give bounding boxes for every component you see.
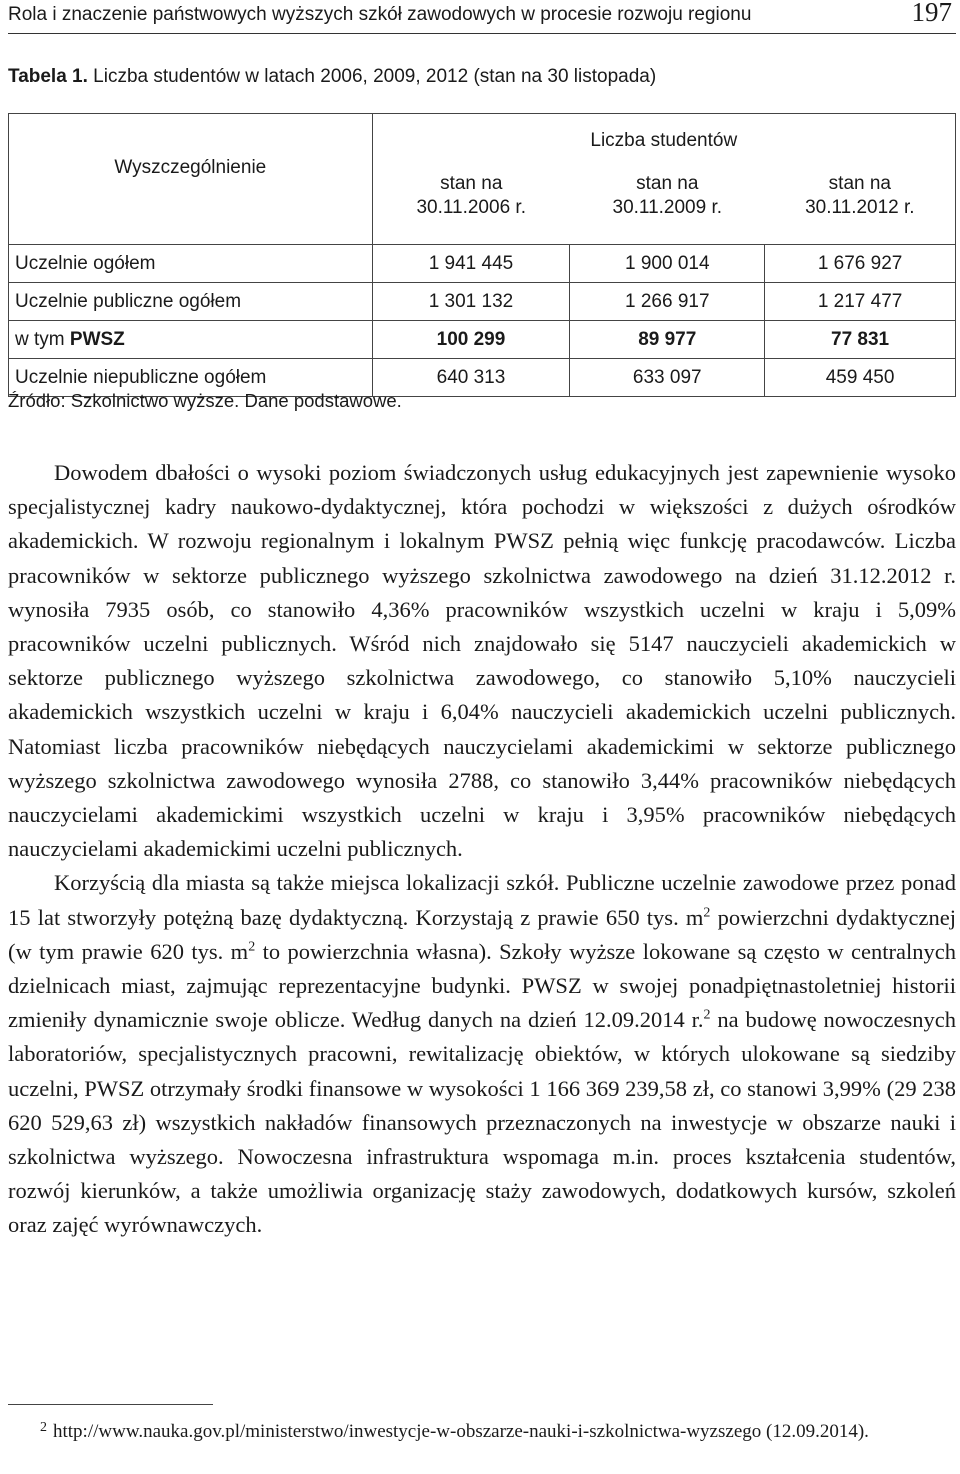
cell-2009: 1 900 014 — [570, 245, 765, 283]
subheader-2006 — [372, 162, 570, 245]
cell-2009: 1 266 917 — [570, 283, 765, 321]
cell-2012: 1 217 477 — [765, 283, 956, 321]
table-caption-label: Tabela 1. — [8, 66, 88, 87]
cell-2006: 640 313 — [372, 359, 570, 397]
row-label-prefix: w tym — [15, 328, 70, 350]
subheader-line2: 30.11.2009 r. — [612, 197, 723, 218]
page-number: 197 — [911, 0, 952, 27]
footnote-rule — [8, 1404, 213, 1405]
body-text — [8, 456, 956, 1243]
superscript: 2 — [248, 939, 256, 955]
row-label: Uczelnie ogółem — [9, 245, 373, 283]
column-group-header — [372, 114, 955, 163]
table-caption — [8, 66, 656, 88]
running-title: Rola i znaczenie państwowych wyższych szkół zawodowych w procesie rozwoju regionu — [8, 4, 752, 25]
cell-2012: 77 831 — [765, 321, 956, 359]
subheader-2012 — [765, 162, 956, 245]
running-header — [8, 0, 956, 34]
subheader-line1: stan na — [636, 173, 699, 194]
table-caption-text: Liczba studentów w latach 2006, 2009, 2012 (stan na 30 listopada) — [87, 66, 657, 87]
subheader-line1: stan na — [828, 173, 891, 194]
cell-2012: 459 450 — [765, 359, 956, 397]
cell-2006: 100 299 — [372, 321, 570, 359]
row-label: Uczelnie publiczne ogółem — [9, 283, 373, 321]
footnote-text: http://www.nauka.gov.pl/ministerstwo/inwestycje-w-obszarze-nauki-i-szkolnictwa-wyzszego (12.09.2014). — [53, 1421, 869, 1442]
footnote — [8, 1418, 956, 1447]
row-label: Uczelnie niepubliczne ogółem — [9, 359, 373, 397]
table-row — [9, 321, 956, 359]
paragraph-part: Korzyścią dla miasta są także miejsca lokalizacji szkół. Publiczne uczelnie zawodowe przez ponad 15 lat stworzyły potężną bazę dydaktyczną. Korzystają z prawie 650 tys. m — [8, 870, 956, 930]
table-header-row — [9, 114, 956, 163]
paragraph-part: na budowę nowoczesnych laboratoriów, specjalistycznych pracowni, rewitalizację obiektów, w których ulokowane są siedziby uczelni, PWSZ otrzymały środki finansowe w wysokości 1 166 369 239,58 zł, co stanowi 3,99% (29 238 620 529,63 zł) wszystkich nakładów finansowych przeznaczonych na inwestycje w obszarze nauki i szkolnictwa wyższego. Nowoczesna infrastruktura wspomaga m.in. proces kształcenia studentów, rozwój kierunków, a także umożliwia organizację staży zawodowych, dodatkowych kursów, szkoleń oraz zajęć wyrównawczych. — [8, 1007, 956, 1238]
paragraph: Dowodem dbałości o wysoki poziom świadczonych usług edukacyjnych jest zapewnienie wysoko specjalistycznej kadry naukowo-dydaktycznej, która pochodzi w większości z dużych ośrodków akademickich. W rozwoju regionalnym i lokalnym PWSZ pełnią więc funkcję pracodawców. Liczba pracowników w sektorze publicznego wyższego szkolnictwa zawodowego na dzień 31.12.2012 r. wynosiła 7935 osób, co stanowiło 4,36% pracowników wszystkich uczelni w kraju i 5,09% pracowników uczelni publicznych. Wśród nich znajdowało się 5147 nauczycieli akademickich w sektorze publicznego wyższego szkolnictwa zawodowego, co stanowiło 5,10% nauczycieli akademickich wszystkich uczelni w kraju i 6,04% nauczycieli akademickich uczelni publicznych. Natomiast liczba pracowników niebędących nauczycielami akademickimi w sektorze publicznego wyższego szkolnictwa zawodowego wynosiła 2788, co stanowiło 3,44% pracowników niebędących nauczycielami akademickimi wszystkich uczelni w kraju i 3,95% pracowników niebędących nauczycielami akademickimi uczelni publicznych. — [8, 460, 956, 862]
footnote-number: 2 — [40, 1420, 47, 1435]
subheader-2009 — [570, 162, 765, 245]
paragraph-part: powierzchni dydaktycznej (w tym prawie 620 tys. m — [8, 904, 957, 964]
subheader-line2: 30.11.2012 r. — [805, 197, 915, 218]
cell-2006: 1 301 132 — [372, 283, 570, 321]
paragraph-part: to powierzchnia własna). Szkoły wyższe lokowane są często w centralnych dzielnicach miast, zajmując reprezentacyjne budynki. PWSZ w swojej ponadpiętnastoletniej historii zmieniły dynamicznie swoje oblicze. Według danych na dzień 12.09.2014 r. — [8, 938, 956, 1033]
subheader-line2: 30.11.2006 r. — [416, 197, 526, 218]
superscript: 2 — [703, 905, 711, 921]
row-header-label: Wyszczególnienie — [114, 157, 267, 178]
students-table — [8, 113, 956, 397]
row-header-cell — [9, 114, 373, 245]
footnote-ref: 2 — [703, 1007, 711, 1023]
paragraph — [8, 866, 956, 1242]
cell-2012: 1 676 927 — [765, 245, 956, 283]
cell-2009: 633 097 — [570, 359, 765, 397]
column-group-label: Liczba studentów — [590, 129, 738, 151]
subheader-line1: stan na — [440, 173, 503, 194]
row-label-bold: PWSZ — [69, 328, 125, 350]
table-row — [9, 245, 956, 283]
cell-2009: 89 977 — [570, 321, 765, 359]
table-row — [9, 283, 956, 321]
table-source: Źródło: Szkolnictwo wyższe. Dane podstawowe. — [8, 390, 402, 411]
row-label — [9, 321, 373, 359]
cell-2006: 1 941 445 — [372, 245, 570, 283]
